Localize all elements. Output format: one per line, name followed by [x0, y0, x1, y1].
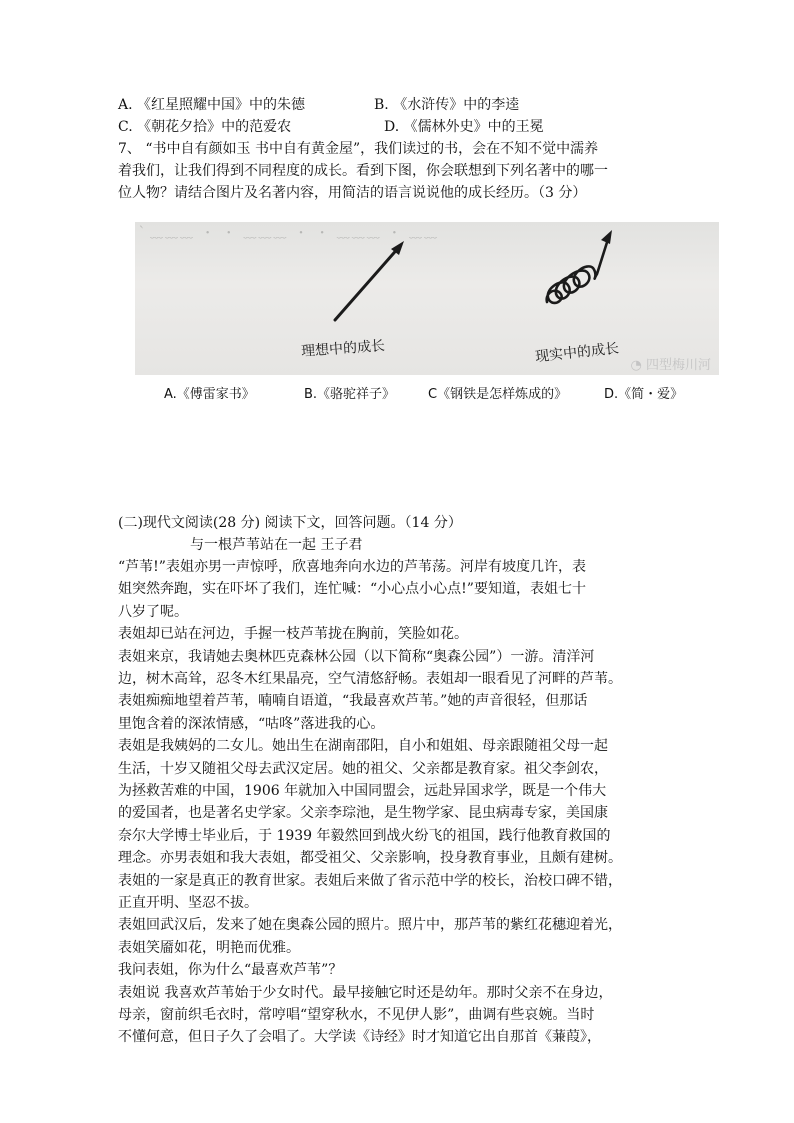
article-line: 奈尔大学博士毕业后，于 1939 年毅然回到战火纷飞的祖国，践行他教育救国的 — [118, 827, 611, 844]
q7-line-1: 7、 “书中自有颜如玉 书中自有黄金屋”，我们读过的书，会在不知不觉中濡养 — [118, 141, 599, 157]
article-line: 表姐来京，我请她去奥林匹克森林公园（以下简称“奥森公园”）一游。清洋河 — [118, 648, 595, 665]
article-line: 不懂何意，但日子久了会唱了。大学读《诗经》时才知道它出自那首《蒹葭》， — [118, 1029, 601, 1046]
figure-background-text: ｀﹏﹏﹏ ・ ・ ﹏﹏﹏ ・ ・ ﹏﹏﹏ ・ ﹏﹏ — [135, 226, 440, 241]
growth-figure — [135, 222, 719, 375]
article-line: 我问表姐，你为什么“最喜欢芦苇”？ — [118, 962, 343, 979]
watermark — [631, 354, 712, 373]
article-line: 姐突然奔跑，实在吓坏了我们，连忙喊：“小心点小心点!”要知道，表姐七十 — [118, 581, 586, 598]
article-title: 与一根芦苇站在一起 王子君 — [190, 537, 363, 553]
real-arrow-squiggle — [547, 236, 609, 303]
article-line: “芦苇!”表姐亦男一声惊呼，欣喜地奔向水边的芦苇荡。河岸有坡度几许，表 — [118, 559, 586, 575]
book-option-d: D.《简・爱》 — [604, 387, 684, 402]
q6-option-d: D. 《儒林外史》中的王冕 — [384, 119, 544, 135]
article-line: 为拯救苦难的中国，1906 年就加入中国同盟会，远赴异国求学，既是一个伟大 — [118, 783, 607, 799]
article-line: 生活，十岁又随祖父母去武汉定居。她的祖父、父亲都是教育家。祖父李剑农， — [118, 760, 608, 777]
q7-line-2: 着我们，让我们得到不同程度的成长。看到下图，你会联想到下列名著中的哪一 — [118, 163, 608, 179]
real-growth-label: 现实中的成长 — [534, 340, 620, 366]
article-line: 表姐痴痴地望着芦苇，喃喃自语道，“我最喜欢芦苇。”她的声音很轻，但那话 — [118, 693, 588, 710]
wechat-icon: ◔ — [630, 358, 646, 373]
article-line: 理念。亦男表姐和我大表姐，都受祖父、父亲影响，投身教育事业，且颇有建树。 — [118, 850, 622, 867]
article-line: 母亲，窗前织毛衣时，常哼唱“望穿秋水，不见伊人影”，曲调有些哀婉。当时 — [118, 1007, 595, 1023]
article-line: 表姐的一家是真正的教育世家。表姐后来做了省示范中学的校长，治校口碑不错， — [118, 872, 622, 889]
q6-option-b: B. 《水浒传》中的李逵 — [374, 97, 520, 113]
article-line: 八岁了呢。 — [118, 603, 188, 620]
q7-line-3: 位人物？请结合图片及名著内容，用简洁的语言说说他的成长经历。（3 分） — [118, 185, 587, 201]
article-line: 表姐说 我喜欢芦苇始于少女时代。最早接触它时还是幼年。那时父亲不在身边， — [118, 984, 613, 1001]
article-line: 表姐回武汉后，发来了她在奥森公园的照片。照片中，那芦苇的紫红花穗迎着光， — [118, 917, 622, 934]
article-line: 正直开明、坚忍不拔。 — [118, 895, 258, 911]
article-line: 里饱含着的深浓情感，“咕咚”落进我的心。 — [118, 715, 385, 732]
section2-header: (二)现代文阅读(28 分) 阅读下文，回答问题。（14 分） — [118, 515, 462, 531]
ideal-growth-label: 理想中的成长 — [300, 338, 386, 360]
book-option-a: A.《傅雷家书》 — [164, 387, 255, 402]
article-line: 边，树木高耸，忍冬木红果晶亮，空气清悠舒畅。表姐却一眼看见了河畔的芦苇。 — [118, 671, 622, 687]
watermark-text: 四型梅川河 — [645, 358, 711, 373]
real-arrow-head — [601, 230, 612, 244]
article-line: 表姐却已站在河边，手握一枝芦苇拢在胸前，笑脸如花。 — [118, 626, 468, 643]
q6-option-c: C. 《朝花夕拾》中的范爱农 — [118, 119, 292, 135]
book-option-b: B.《骆驼祥子》 — [304, 387, 396, 402]
ideal-arrow-line — [335, 246, 400, 320]
article-line: 表姐笑靥如花，明艳而优雅。 — [118, 939, 300, 956]
article-line: 的爱国者，也是著名史学家。父亲李琮池，是生物学家、昆虫病毒专家，美国康 — [118, 805, 608, 822]
growth-arrows — [135, 222, 719, 375]
book-option-c: C《钢铁是怎样炼成的》 — [428, 387, 568, 402]
q6-option-a: A. 《红星照耀中国》中的朱德 — [118, 97, 306, 113]
article-line: 表姐是我姨妈的二女儿。她出生在湖南邵阳，自小和姐姐、母亲跟随祖父母一起 — [118, 738, 608, 755]
